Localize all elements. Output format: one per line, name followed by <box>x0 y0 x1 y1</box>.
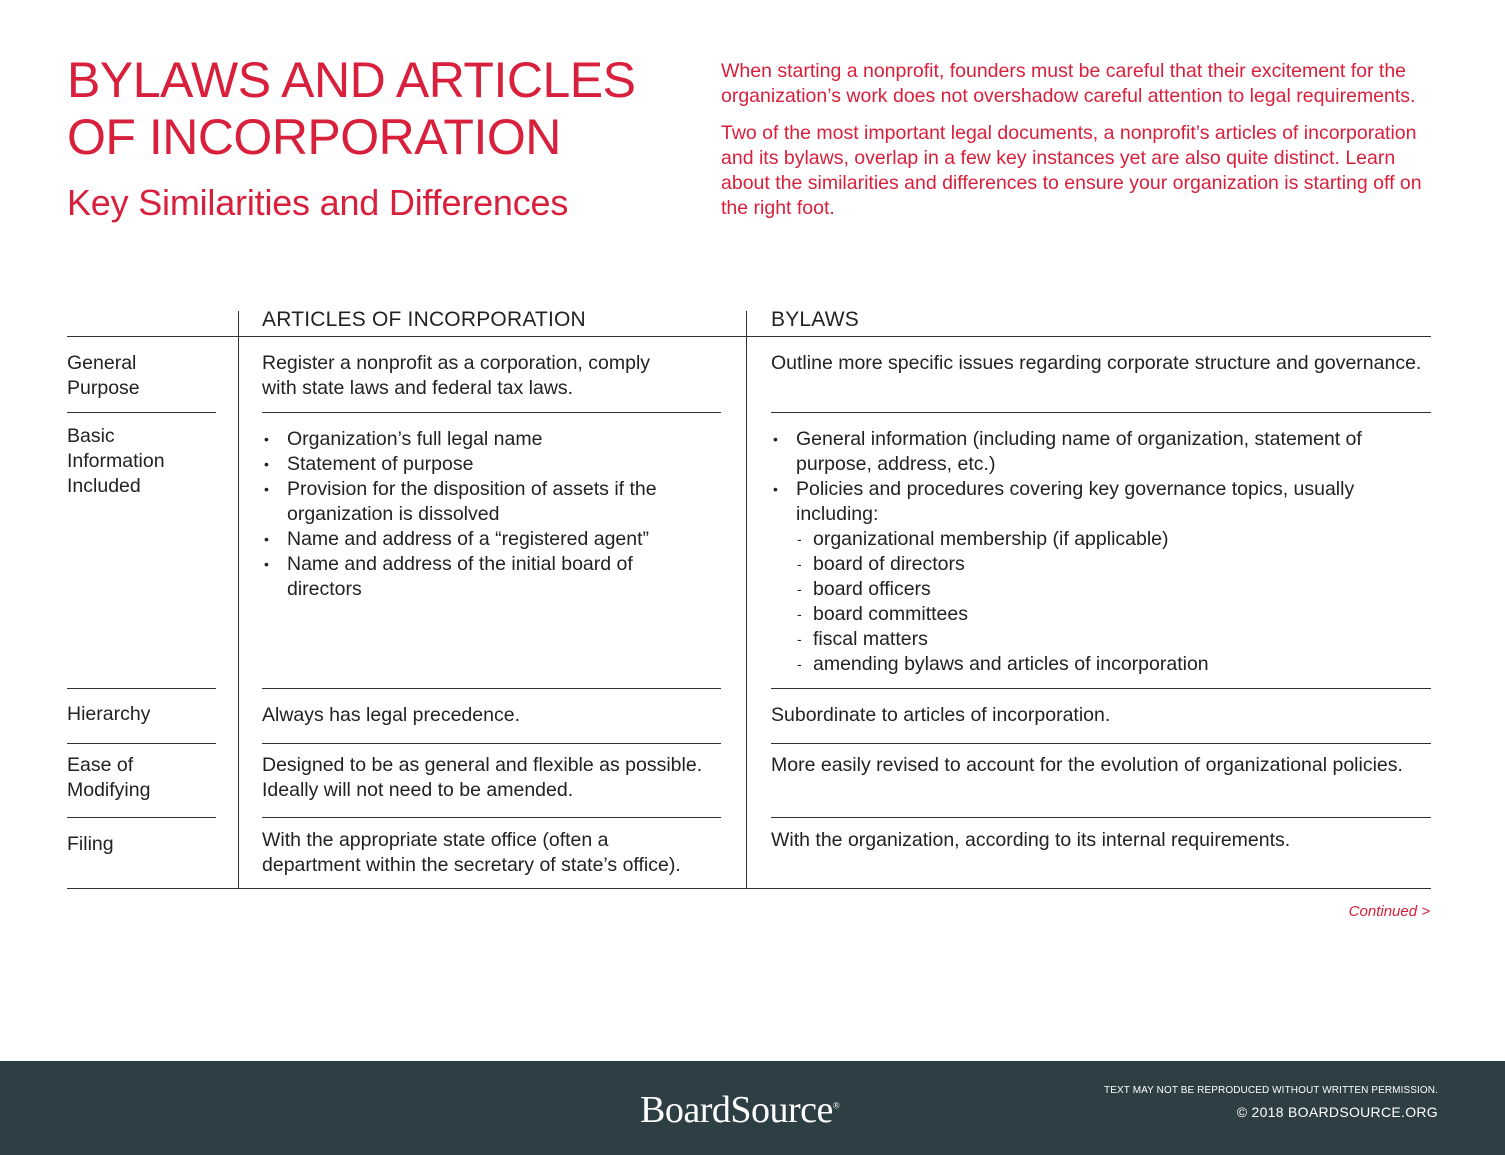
row-rule <box>67 817 216 818</box>
list-item-text: Policies and procedures covering key governance topics, usually including: <box>796 478 1355 525</box>
bylaws-filing: With the organization, according to its internal requirements. <box>771 829 1291 851</box>
page-subtitle: Key Similarities and Differences <box>67 182 569 223</box>
bylaws-basic-information <box>771 427 1401 677</box>
articles-ease-of-modifying: Designed to be as general and flexible as possible. Ideally will not need to be amended. <box>262 754 703 801</box>
logo-text: BoardSource <box>640 1089 833 1131</box>
row-rule <box>771 817 1431 818</box>
copyright-notice: TEXT MAY NOT BE REPRODUCED WITHOUT WRITTEN PERMISSION. <box>1104 1085 1438 1096</box>
row-rule <box>771 688 1431 689</box>
row-rule <box>262 743 721 744</box>
column-header-bylaws: BYLAWS <box>771 308 859 331</box>
sublist-item: - board committees <box>796 602 1401 627</box>
sublist-item: - amending bylaws and articles of incorporation <box>796 652 1401 677</box>
articles-basic-list <box>262 427 702 602</box>
bylaws-hierarchy: Subordinate to articles of incorporation. <box>771 704 1111 726</box>
sublist-item: - fiscal matters <box>796 627 1401 652</box>
row-label-filing: Filing <box>67 833 114 855</box>
row-rule <box>67 412 216 413</box>
registered-mark: ® <box>832 1100 840 1111</box>
row-rule <box>771 412 1431 413</box>
intro-text <box>721 59 1441 233</box>
row-label-basic-information: Basic Information Included <box>67 425 165 497</box>
bylaws-basic-list <box>771 427 1401 677</box>
row-label-general-purpose: General Purpose <box>67 352 140 399</box>
sublist-item: - board officers <box>796 577 1401 602</box>
page-title <box>67 52 667 166</box>
continued-link[interactable]: Continued > <box>1348 903 1430 920</box>
list-item: • Name and address of a “registered agent” <box>262 527 702 552</box>
title-line-2: OF INCORPORATION <box>67 109 561 165</box>
row-label-ease-of-modifying: Ease of Modifying <box>67 754 151 801</box>
title-line-1: BYLAWS AND ARTICLES <box>67 52 636 108</box>
intro-paragraph-1: When starting a nonprofit, founders must be careful that their excitement for the organization’s work does not overshadow careful attention to legal requirements. <box>721 60 1416 107</box>
column-divider <box>238 311 239 889</box>
sublist-item: - board of directors <box>796 552 1401 577</box>
list-item: • Statement of purpose <box>262 452 702 477</box>
list-item: • Organization’s full legal name <box>262 427 702 452</box>
header-rule <box>67 336 1431 337</box>
row-rule <box>262 817 721 818</box>
list-item: • General information (including name of organization, statement of purpose, address, etc.) <box>771 427 1401 477</box>
footer <box>0 1061 1505 1155</box>
sublist-item: - organizational membership (if applicable) <box>796 527 1401 552</box>
column-header-articles: ARTICLES OF INCORPORATION <box>262 308 586 331</box>
row-rule <box>67 743 216 744</box>
bylaws-general-purpose: Outline more specific issues regarding corporate structure and governance. <box>771 352 1422 374</box>
articles-filing: With the appropriate state office (often a department within the secretary of state’s office). <box>262 829 681 876</box>
row-rule <box>67 688 216 689</box>
boardsource-logo <box>640 1088 839 1132</box>
list-item: • Provision for the disposition of assets if the organization is dissolved <box>262 477 702 527</box>
row-rule <box>262 688 721 689</box>
copyright-text: © 2018 BOARDSOURCE.ORG <box>1236 1104 1438 1120</box>
articles-basic-information <box>262 427 702 602</box>
bylaws-governance-sublist <box>796 527 1401 677</box>
list-item <box>771 477 1401 677</box>
intro-paragraph-2: Two of the most important legal documents, a nonprofit’s articles of incorporation and its bylaws, overlap in a few key instances yet are also quite distinct. Learn about the similarities and differences to ensure your organization is starting off on the right foot. <box>721 122 1422 219</box>
list-item: • Name and address of the initial board of directors <box>262 552 702 602</box>
bylaws-ease-of-modifying: More easily revised to account for the evolution of organizational policies. <box>771 754 1403 776</box>
articles-hierarchy: Always has legal precedence. <box>262 704 520 726</box>
row-rule <box>771 743 1431 744</box>
row-rule <box>262 412 721 413</box>
table-bottom-rule <box>67 888 1431 889</box>
articles-general-purpose: Register a nonprofit as a corporation, comply with state laws and federal tax laws. <box>262 352 651 399</box>
row-label-hierarchy: Hierarchy <box>67 703 151 725</box>
column-divider <box>746 311 747 889</box>
